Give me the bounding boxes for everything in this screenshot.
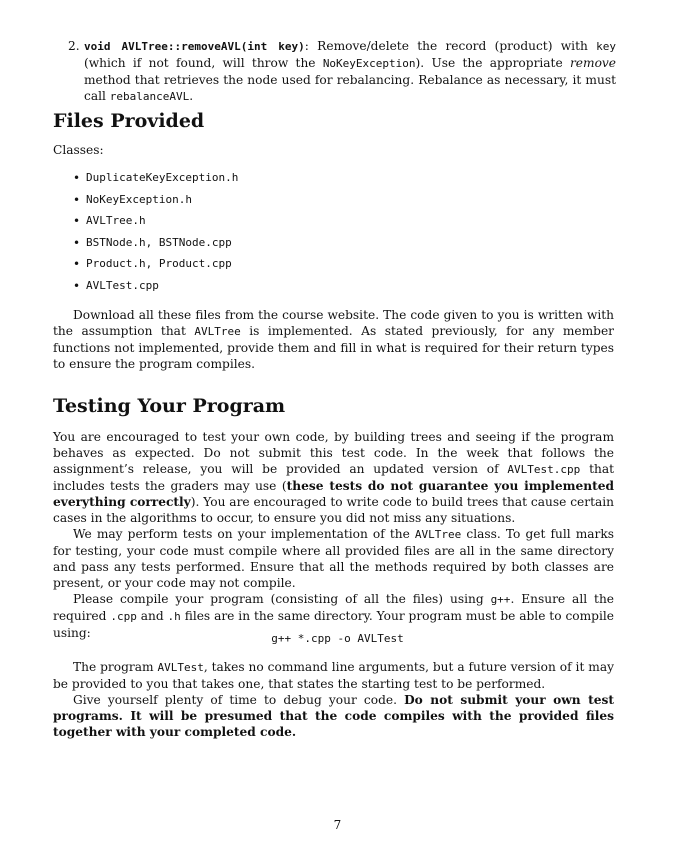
testing-paragraph-5 (53, 692, 614, 740)
code-h-ext: .h (167, 610, 181, 623)
closing-paragraphs (53, 659, 614, 740)
text: files are in the same directory. Your program must be able to compile using: (53, 609, 614, 640)
text: . Ensure all the required (53, 592, 615, 623)
file-item (73, 192, 238, 214)
text: You are encouraged to test your own code, by building trees and seeing if the program behaves as expected. Do not submit this test code. In the week that follows the assignment’s release, you will be provided an updated version of (53, 430, 614, 476)
file-item (73, 256, 238, 278)
text: method that retrieves the node used for rebalancing. Rebalance as necessary, it must call (84, 73, 616, 103)
testing-paragraph-2 (53, 526, 614, 591)
code-avltest-cpp: AVLTest.cpp (507, 463, 581, 476)
text: We may perform tests on your implementation of the (73, 527, 415, 541)
file-item (73, 235, 238, 257)
text: Give yourself plenty of time to debug your code. (73, 693, 405, 707)
text: ). You are encouraged to write code to build trees that cause certain cases in the algorithms to occur, to ensure you did not miss any situations. (53, 495, 614, 525)
list-item-number: 2. (68, 39, 80, 53)
bullet-icon: • (73, 214, 81, 229)
code-avltest: AVLTest (157, 661, 204, 674)
text: , takes no command line arguments, but a future version of it may be provided to you that takes one, that states the starting test to be performed. (53, 660, 614, 691)
file-name: AVLTree.h (86, 214, 146, 228)
testing-paragraph-4 (53, 659, 614, 692)
file-name: Product.h, Product.cpp (86, 257, 232, 271)
files-list (73, 170, 238, 300)
text: . (189, 89, 194, 103)
page-number: 7 (333, 818, 342, 832)
bullet-icon: • (73, 171, 81, 185)
download-paragraph (53, 307, 614, 372)
bullet-icon: • (73, 278, 81, 293)
code-nokeyexception: NoKeyException (322, 57, 416, 70)
code-key: key (596, 40, 616, 53)
code-gpp: g++ (490, 593, 511, 606)
text: Please compile your program (consisting of all the files) using (73, 592, 491, 606)
code-remove-avl: void AVLTree::removeAVL(int key) (84, 40, 305, 53)
file-name: DuplicateKeyException.h (86, 171, 239, 184)
text: ). Use the appropriate (415, 56, 570, 70)
text: : Remove/delete the record (product) with (304, 39, 597, 53)
bullet-icon: • (73, 192, 81, 207)
code-avltree: AVLTree (414, 528, 462, 541)
text: and (136, 609, 168, 623)
bullet-icon: • (73, 235, 81, 250)
list-item-remove-avl (68, 38, 616, 105)
code-avltree: AVLTree (194, 325, 241, 338)
emph-remove: remove (569, 56, 616, 70)
classes-label: Classes: (53, 143, 104, 157)
bullet-icon: • (73, 257, 81, 272)
file-item (73, 278, 238, 300)
section-heading-files-provided: Files Provided (53, 110, 205, 132)
file-item (73, 213, 238, 235)
testing-paragraphs (53, 429, 614, 641)
testing-paragraph-1 (53, 429, 614, 526)
text: (which if not found, will throw the (84, 56, 323, 70)
compile-command: g++ *.cpp -o AVLTest (271, 632, 404, 645)
text: The program (73, 660, 158, 674)
code-rebalance-avl: rebalanceAVL (109, 90, 190, 103)
section-heading-testing: Testing Your Program (53, 395, 286, 417)
text: that includes tests the graders may use ( (53, 462, 614, 493)
list-item-body (84, 38, 616, 105)
text: class. To get full marks for testing, your code must compile where all provided files are all in the same directory and pass any tests performed. Ensure that all the methods required by both classes are present, or your code may not compile. (53, 527, 614, 590)
file-name: AVLTest.cpp (86, 278, 159, 292)
file-name: BSTNode.h, BSTNode.cpp (86, 235, 232, 249)
file-name: NoKeyException.h (86, 192, 192, 206)
bold-warning: these tests do not guarantee you implemented everything correctly (53, 479, 615, 509)
bold-notice: Do not submit your own test programs. It will be presumed that the code compiles with the provided files together with your completed code. (53, 693, 614, 739)
text: Download all these files from the course website. The code given to you is written with the assumption that (53, 308, 614, 338)
file-item (73, 170, 238, 192)
text: is implemented. As stated previously, for any member functions not implemented, provide them and fill in what is required for their return types to ensure the program compiles. (53, 324, 614, 371)
code-cpp-ext: .cpp (110, 610, 137, 623)
